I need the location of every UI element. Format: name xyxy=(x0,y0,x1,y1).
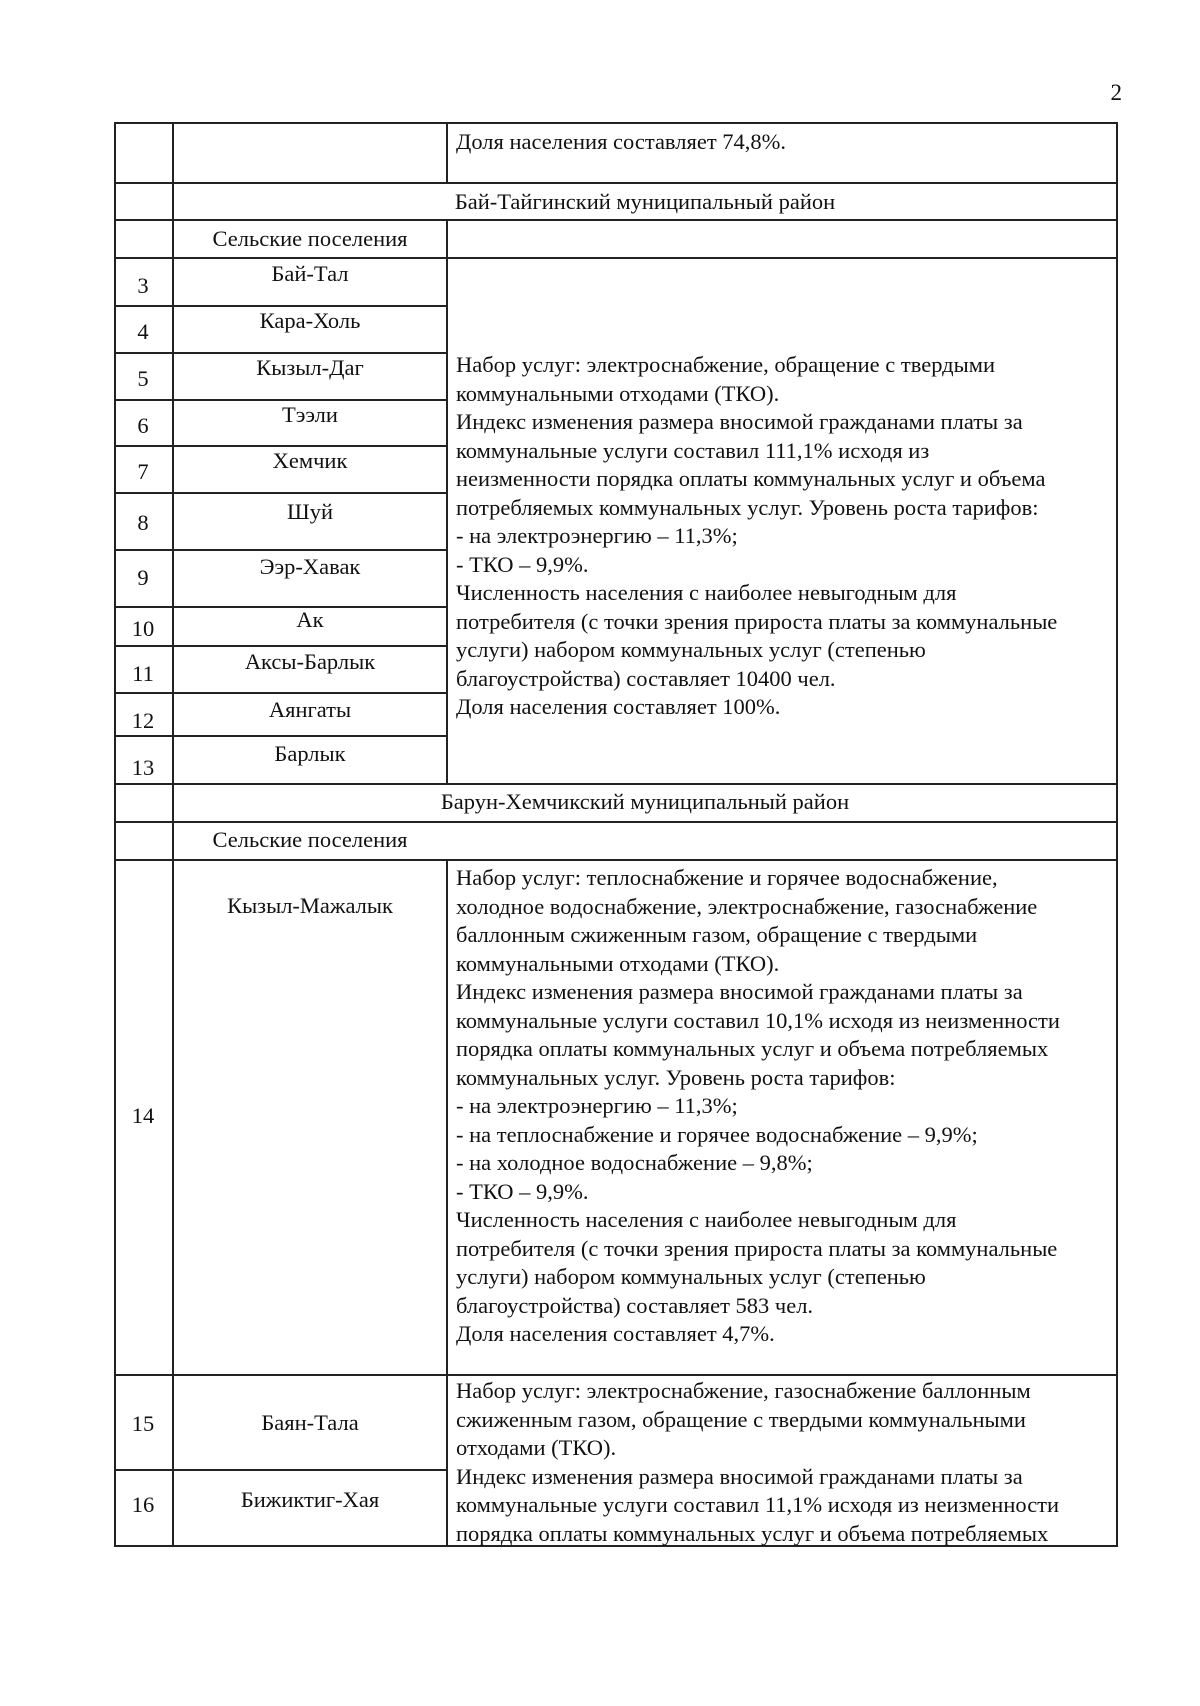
row-line xyxy=(114,645,448,647)
description-line: холодное водоснабжение, электроснабжение, газоснабжение xyxy=(456,893,1038,919)
description-line: услуги) набором коммунальных услуг (степенью xyxy=(456,1264,926,1289)
description-line: коммунальными отходами (ТКО). xyxy=(456,950,780,976)
row-line xyxy=(114,219,1118,221)
settlement-name: Барлык xyxy=(274,741,346,766)
description-line: коммунальных услуг. Уровень роста тарифов: xyxy=(456,1064,896,1090)
settlement-name: Тээли xyxy=(282,402,338,427)
row-line xyxy=(114,492,448,494)
settlement-name: Бижиктиг-Хая xyxy=(240,1487,380,1512)
table-border-right xyxy=(1116,122,1118,1547)
description-line: потребляемых коммунальных услуг. Уровень роста тарифов: xyxy=(456,494,1039,520)
description-line: - на холодное водоснабжение – 9,8%; xyxy=(456,1150,813,1175)
row-line xyxy=(114,182,1118,184)
settlement-name: Ээр-Хавак xyxy=(259,554,361,579)
settlement-name: Аянгаты xyxy=(268,697,352,722)
settlement-name: Бай-Тал xyxy=(271,261,349,286)
row-line xyxy=(114,821,1118,823)
description-line: услуги) набором коммунальных услуг (степенью xyxy=(456,637,926,662)
column-divider-2 xyxy=(446,859,448,1547)
settlement-name: Кызыл-Мажалык xyxy=(227,893,393,918)
settlement-name: Кара-Холь xyxy=(259,308,361,333)
description-line: Индекс изменения размера вносимой гражданами платы за xyxy=(456,979,1023,1004)
description-line: коммунальные услуги составил 10,1% исходя из неизменности xyxy=(456,1007,1060,1033)
description-line: коммунальными отходами (ТКО). xyxy=(456,380,780,406)
description-line: благоустройства) составляет 583 чел. xyxy=(456,1292,814,1318)
row-line xyxy=(114,257,1118,259)
settlement-name: Кызыл-Даг xyxy=(256,355,364,380)
description-line: потребителя (с точки зрения прироста платы за коммунальные xyxy=(456,608,1058,634)
description-line: потребителя (с точки зрения прироста платы за коммунальные xyxy=(456,1235,1058,1261)
description-line: Доля населения составляет 100%. xyxy=(456,694,781,719)
top-row-text: Доля населения составляет 74,8%. xyxy=(456,129,787,154)
description-line: Набор услуг: электроснабжение, обращение с твердыми xyxy=(456,352,996,377)
description-line: - на электроэнергию – 11,3%; xyxy=(456,1093,738,1118)
column-divider-2 xyxy=(446,219,448,783)
row-number: 16 xyxy=(131,1492,155,1517)
description-line: порядка оплаты коммунальных услуг и объема потребляемых xyxy=(456,1520,1049,1546)
row-line xyxy=(114,783,1118,785)
district1-description xyxy=(456,351,1057,722)
column-divider-2 xyxy=(446,122,448,182)
row-line xyxy=(114,549,448,551)
description-line: Набор услуг: теплоснабжение и горячее водоснабжение, xyxy=(456,865,998,890)
description-line: Доля населения составляет 4,7%. xyxy=(456,1321,775,1346)
subheader-rural-settlements: Сельские поселения xyxy=(212,827,408,852)
settlement-name: Ак xyxy=(296,607,324,632)
description-line: - ТКО – 9,9%. xyxy=(456,551,589,577)
description-line: - на электроэнергию – 11,3%; xyxy=(456,523,738,548)
description-line: неизменности порядка оплаты коммунальных услуг и объема xyxy=(456,466,1046,491)
settlement-name: Шуй xyxy=(287,499,333,524)
row-number: 5 xyxy=(137,366,149,391)
row-number: 8 xyxy=(137,510,149,535)
description-line: Индекс изменения размера вносимой гражданами платы за xyxy=(456,1463,1023,1489)
row-number: 12 xyxy=(131,708,155,733)
settlement-name: Хемчик xyxy=(272,448,348,473)
row-number: 10 xyxy=(131,616,155,641)
district-title: Бай-Тайгинский муниципальный район xyxy=(454,189,836,214)
description-line: Индекс изменения размера вносимой гражданами платы за xyxy=(456,409,1023,434)
row-number: 13 xyxy=(131,755,155,780)
settlement-name: Аксы-Барлык xyxy=(244,649,376,674)
settlement-name: Баян-Тала xyxy=(261,1410,359,1435)
row-line xyxy=(114,859,1118,861)
row14-description xyxy=(456,864,1060,1349)
description-line: Численность населения с наиболее невыгодным для xyxy=(456,1207,957,1232)
row-number: 15 xyxy=(131,1411,155,1436)
description-line: Набор услуг: электроснабжение, газоснабжение баллонным xyxy=(456,1378,1031,1403)
subheader-rural-settlements: Сельские поселения xyxy=(212,226,408,251)
row-line xyxy=(114,1374,1118,1376)
page-number: 2 xyxy=(1110,80,1122,105)
description-line: - на теплоснабжение и горячее водоснабжение – 9,9%; xyxy=(456,1121,978,1147)
description-line: отходами (ТКО). xyxy=(456,1435,617,1460)
row-number: 3 xyxy=(137,273,149,298)
row-number: 11 xyxy=(132,661,154,686)
district-title: Барун-Хемчикский муниципальный район xyxy=(440,789,850,814)
row-number: 6 xyxy=(137,413,149,438)
description-line: сжиженным газом, обращение с твердыми коммунальными xyxy=(456,1406,1026,1432)
description-line: коммунальные услуги составил 11,1% исходя из неизменности xyxy=(456,1492,1060,1517)
rows15-16-description xyxy=(456,1377,1059,1548)
description-line: - ТКО – 9,9%. xyxy=(456,1178,589,1204)
row-number: 4 xyxy=(137,319,149,344)
description-line: благоустройства) составляет 10400 чел. xyxy=(456,665,836,691)
row-line xyxy=(114,122,1118,124)
description-line: коммунальные услуги составил 111,1% исходя из xyxy=(456,437,930,463)
row-line xyxy=(114,692,448,694)
row-number: 9 xyxy=(137,565,149,590)
row-line xyxy=(114,1469,448,1471)
data-table xyxy=(114,122,1118,1547)
description-line: баллонным сжиженным газом, обращение с твердыми xyxy=(456,922,978,947)
description-line: Численность населения с наиболее невыгодным для xyxy=(456,580,957,605)
description-line: порядка оплаты коммунальных услуг и объема потребляемых xyxy=(456,1036,1049,1061)
row-number: 14 xyxy=(131,1103,155,1128)
row-number: 7 xyxy=(137,459,149,484)
